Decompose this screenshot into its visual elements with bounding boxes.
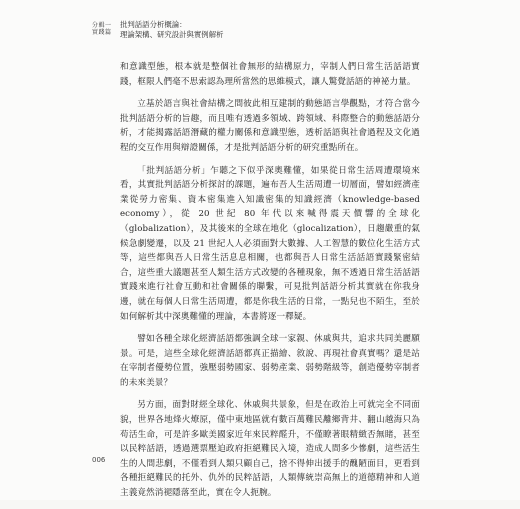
paragraph: 立基於語言與社會結構之間彼此相互建制的動態語言學觀點，才符合當今批判話語分析的旨趣，而且唯有透過多領域、跨領域、科際整合的動態話語分析，才能揭露話語潛藏的權力關係和意識型態，透析話語與社會過程及文化過程的交互作用與辯證關係，才是批判話語分析的研究重點所在。 — [120, 99, 420, 153]
chapter-side-label — [92, 22, 112, 36]
page-number: 006 — [92, 456, 106, 464]
running-header — [120, 20, 223, 39]
paragraph: 另方面，面對財經全球化、休戚與共景象，但是在政治上可就完全不同面貌，世界各地烽火燎原，僅中東地區就有數百萬難民離鄉背井、翻山越海只為苟活生命，可是許多歐美國家近年來民粹醛升，不僅瞭著眼精緻否無睹，甚至以民粹話語，透過選票壓迫政府拒絕難民入境，造成人間多少慘劇，這些活生生的人間悲劇，不僅看到人類只顧自己，捨不得伸出援手的醜陋面目，更看到各種拒絕難民的托外、仇外的民粹話語，人類傳統崇高無上的道德精神和人道主義竟然消褪隱落至此，實在令人扼腕。 — [120, 400, 420, 499]
body-text — [120, 60, 420, 509]
header-subtitle: 理論架構、研究設計與實例解析 — [120, 29, 224, 39]
paragraph: 和意識型態，根本就是整個社會無形的結構原力，宰制人們日常生活話語實踐，框限人們毫不思索認為理所當然的思維模式，讓人驚覺話語的神祕力量。 — [120, 62, 420, 87]
header-title: 批判話語分析概論： — [120, 20, 187, 29]
side-label-line: 實踐篇 — [92, 29, 112, 36]
paragraph: 譬如各種全球化經濟話語都強調全球一家親、休戚與共，追求共同美麗願景。可是，這些全球化經濟話語都真正描繪、敘說、再現社會真實嗎？還是站在宰制者優勢位置，強壓弱勢國家、弱勢產業、弱勢階級等，創造優勢宰制者的未來美景？ — [120, 334, 420, 388]
paragraph: 「批判話語分析」乍聽之下似乎深奧難懂，如果從日常生活周遭環境來看，其實批判話語分析探討的課題，遍布吾人生活周遭一切層面，譬如經濟產業從勞力密集、資本密集進入知識密集的知識經濟（knowledge-based economy），從 20 世紀 80 年代以來喊得震天價響的全球化（globalization），及其後來的全球在地化（glocalization），日趨嚴重的氣候急劇變遷，以及 21 世紀人人必須面對大數據、人工智慧的數位化生活方式等，這些都與吾人日常生活息息相關，也都與吾人日常生活話語實踐緊密結合，這些重大議題甚至人類生活方式改變的各種現象，無不透過日常生活話語實踐來進行社會互動和社會關係的聯繫，可見批判話語分析其實就在你我身邊，就在每個人日常生活周遭，都是你我生活的日常，一點兒也不陌生，至於如何解析其中深奧難懂的理論，本書將逐一釋疑。 — [120, 165, 420, 322]
side-label-line: 分輯一 — [92, 22, 112, 29]
